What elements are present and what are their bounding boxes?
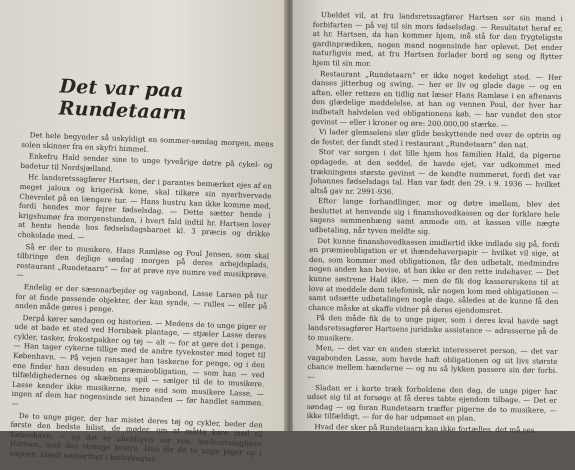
- article-title: Det var paa Rundetaarn: [58, 75, 188, 125]
- right-paragraph: Sladan er i korte træk forholdene den dag, de unge piger har udset sig til at forsøge at få deres tabte ejendom tilbage. — Det er søndag — og foran Rundetaarn træffer pigerne de to musikere, — ikke tilfældigt, — for de har udpønset en plan.: [306, 382, 558, 423]
- right-paragraph: Hvad der sker på Rundetaarn kan ikke fortælles, det må ses.: [314, 422, 537, 435]
- right-paragraph: På den måde fik de to unge piger, som i deres kval havde søgt landsretssagfører Hartsens juridiske assistance — adresserne på de to musikere.: [307, 313, 559, 343]
- right-paragraph: Efter lange forhandlinger, mor og døtre imellem, blev det besluttet at henvende sig i finanshovedkassen og der forklare hele sagens sammenhæng samt anmode om, at kassen ville nægte udbetaling, når tyven meldte sig.: [309, 196, 561, 236]
- left-paragraph: Så er der to musikere, Hans Ramløse og Poul Jensen, som skal tilbringe den dejlige søndag morgen på deres arbejdsplads, restaurant „Rundetaarn“ — for at prøve nye numre ved musikprøve. —: [16, 241, 270, 280]
- right-paragraph: Ubeldet vil, at fru landsretssagfører Hartsen ser sin mand i forbifarten — på vej til sin mors fødselsdag. — Resultatet heraf er, at hr. Hartsen, da han kommer hjem, må stå for den frygteligste gardinprædiken, nogen mand nogensinde har oplevet. Det ender naturligvis med, at fru Hartsen forlader bord og seng og flytter hjem til sin mor.: [312, 10, 563, 68]
- right-paragraph: Men, — det var en anden stærkt interesseret person, — det var vagabonden Lasse, som havde haft obligationen og sit livs største chance mellem hænderne — og nu så lykken passere sin dør forbi. —: [307, 343, 558, 382]
- left-paragraph: Enkefru Hald sender sine to unge tyveårige døtre på cykel- og badetur til Nordsjælland.: [20, 151, 273, 174]
- right-page: [293, 0, 575, 435]
- left-paragraph: Derpå kører søndagen og historien. — Medens de to unge piger er ude at bade et sted ved Hornbæk plantage, — stjæler Lasse deres cykler, tasker, frokostpakker og tøj — alt — for at gøre det i penge. — Han tager cykerne tillige med de andre tyvekoster med toget til København. — På vejen ransager han taskerne for penge, og i den ene finder han desuden en præmieobligation, — som han — ved tilfældighedernes og skæbnens spil — sælger til de to musikere. Lasse kender ikke musikerne, mere end som musikere Lasse, — ingen af dem har nogensinde set hinanden — før handlet sammen. —: [11, 312, 267, 409]
- right-paragraph: Vi lader glemselens slør glide beskyttende ned over de optrin og de fester, der fandt sted i restaurant „Rundetaarn“ den nat.: [310, 127, 562, 150]
- left-paragraph: De to unge piger, der har mistet deres tøj og cykler, beder den første den bedste bilist, de møder, om at måtte køre med til København, — og det er uheldigvis vor ven, landsretssagfører Hartsen, med den strenge hustru. Han får de to unge piger op i vognen, klædt nødtørftigt i badedragter.: [9, 410, 263, 464]
- left-page: [0, 0, 286, 464]
- left-paragraph: Endelig er der sæsonarbejder og vagabond, Lasse Larsen på tur for at finde passende objekter, der kan synde, — rulles — eller på anden måde gøres i penge.: [14, 282, 268, 314]
- right-page-content: [306, 10, 563, 436]
- right-paragraph: Det kunne finanshovedkassen imidlertid ikke indlade sig på, fordi en præmieobligation er et ihændehaverpapir — hvilket vil sige, at den, som kommer med obligationen, får den udbetalt, medmindre nogen anden kan bevise, at han ikke er den rette indehaver. — Det kunne søstrene Hald ikke, — men de fik dog kassererskens til at love at meddele dem telefonisk, når nogen kom med obligationen — samt udsætte udbetalingen nogle dage, således at de kunne få den chance måske at skaffe vidner på deres ejendomsret.: [308, 235, 560, 315]
- left-paragraph: Hr. landsretssagfører Hartsen, der i parantes bemærket ejes af en meget jaloux og krigerisk kone, skal tilkøre sin nyerhvervede Chevrolet på en længere tur. — Hans hustru kan ikke komme med, fordi hendes mor fejrer fødselsdag. — Dette sætter hende i krigshumør fra morgenstunden, i hvert fald indtil hr. Hartsen lover at hente hende hos fødselsdagsbarnet kl. 3 præcis og drikke chokolade med. —: [17, 172, 273, 242]
- left-page-content: [9, 74, 276, 470]
- right-paragraph: Restaurant „Rundetaarn“ er ikke noget kedeligt sted. — Her danses jitterbug og swing, — her er liv og glade dage — og en aften, eller rettere en tidlig nat læser Hans Ramløse i en aftenavis den glædelige meddelelse, at han og vennen Poul, der hver har indbetalt halvdelen ved obligationens køb, — har vundet den stor gevinst — eller i kroner og øre: 200.000,00 stærke. —: [311, 68, 563, 129]
- left-paragraph: Det hele begynder så uskyldigt en sommer-søndag morgen, mens solen skinner fra en skyfri himmel.: [21, 130, 274, 154]
- right-paragraph: Stor var sorgen i det lille hjem hos familien Hald, da pigerne opdagede, at den seddel, de havde ejet, var udkommet med trækningens største gevinst — de kendte nummeret, fordi det var Johannes fødselsdags tal. Han var født den 29. i 9. 1936 — hvilket altså gav nr. 2991-936.: [310, 147, 561, 196]
